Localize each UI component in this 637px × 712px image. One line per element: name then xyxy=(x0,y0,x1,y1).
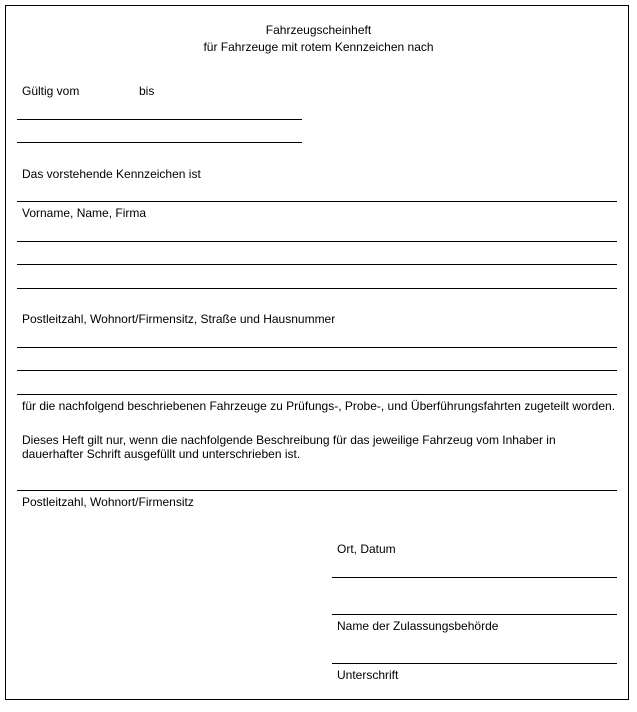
plate-statement: Das vorstehende Kennzeichen ist xyxy=(22,167,201,181)
authority-address-label: Postleitzahl, Wohnort/Firmensitz xyxy=(22,495,194,509)
holder-address-label: Postleitzahl, Wohnort/Firmensitz, Straße und Hausnummer xyxy=(22,312,336,326)
validity-note: Dieses Heft gilt nur, wenn die nachfolgende Beschreibung für das jeweilige Fahrzeug vom Inhaber in dauerhafter Schrift ausgefüllt und unterschrieben ist. xyxy=(22,433,556,461)
holder-name-line-1[interactable] xyxy=(17,241,617,242)
assignment-text: für die nachfolgend beschriebenen Fahrzeuge zu Prüfungs-, Probe-, und Überführungsfahrten zugeteilt worden. xyxy=(22,399,616,413)
form-subtitle: für Fahrzeuge mit rotem Kennzeichen nach xyxy=(203,40,434,54)
holder-address-line-2[interactable] xyxy=(17,370,617,371)
holder-address-line-1[interactable] xyxy=(17,347,617,348)
valid-from-label: Gültig vom xyxy=(22,84,80,98)
form-border xyxy=(5,5,629,700)
note-line[interactable] xyxy=(17,490,617,491)
valid-to-label: bis xyxy=(139,84,155,98)
valid-from-line[interactable] xyxy=(17,119,302,120)
plate-line[interactable] xyxy=(17,201,617,202)
holder-name-line-3[interactable] xyxy=(17,288,617,289)
valid-to-line[interactable] xyxy=(17,142,302,143)
holder-name-label: Vorname, Name, Firma xyxy=(22,206,147,220)
authority-name-line[interactable] xyxy=(332,614,617,615)
signature-line[interactable] xyxy=(332,663,617,664)
form-title: Fahrzeugscheinheft xyxy=(265,23,372,37)
signature-label: Unterschrift xyxy=(337,668,399,682)
holder-name-line-2[interactable] xyxy=(17,264,617,265)
authority-name-label: Name der Zulassungsbehörde xyxy=(337,619,499,633)
place-date-label: Ort, Datum xyxy=(337,542,396,556)
holder-address-line-3[interactable] xyxy=(17,394,617,395)
place-date-line[interactable] xyxy=(332,577,617,578)
